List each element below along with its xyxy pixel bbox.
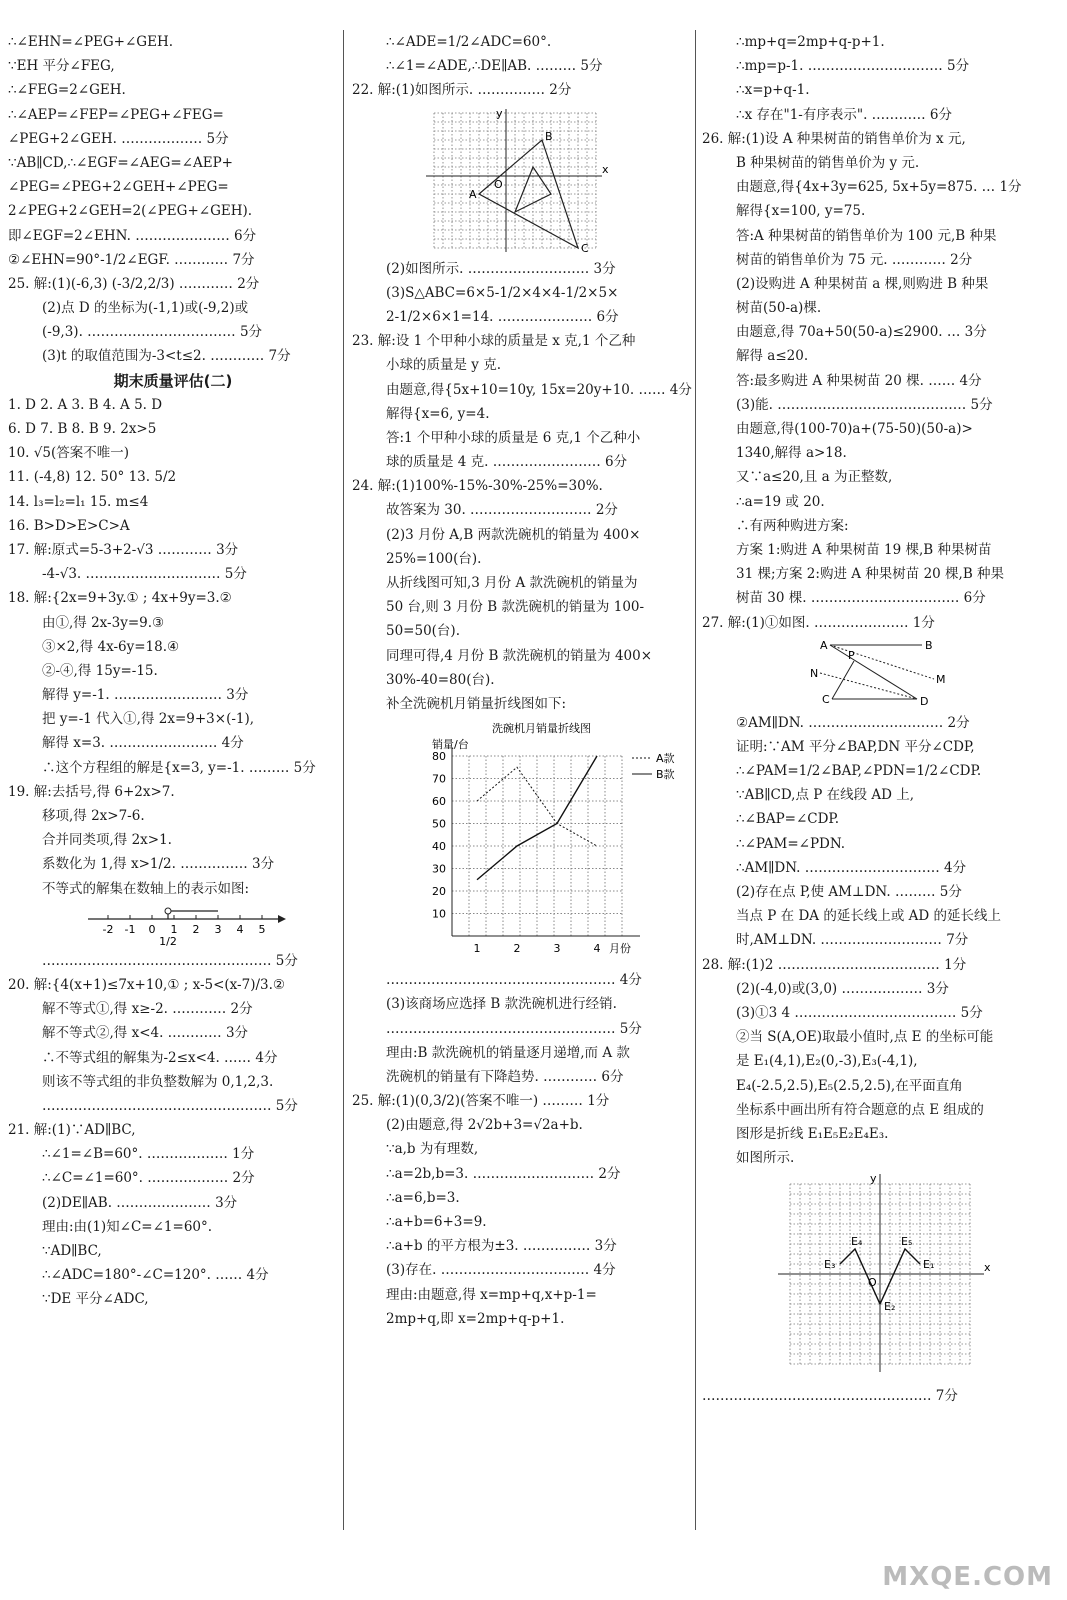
text-line: ∴mp+q=2mp+q-p+1. xyxy=(736,34,885,50)
chart-y-label: 销量/台 xyxy=(432,738,469,752)
origin-label: O xyxy=(494,177,503,191)
point-e5-label: E₅ xyxy=(901,1235,913,1249)
line-chart xyxy=(352,718,692,966)
text-line: ∵EH 平分∠FEG, xyxy=(8,58,115,75)
text-line: 20. 解:{4(x+1)≤7x+10,① ; x-5<(x-7)/3.② xyxy=(8,976,285,993)
point-p-label: P xyxy=(848,648,855,662)
column-divider xyxy=(695,30,696,1530)
text-line: 树苗 30 棵. …………………………… 6分 xyxy=(736,590,986,607)
text-line: ∵AD∥BC, xyxy=(42,1243,102,1259)
number-line-label: 0 xyxy=(148,922,156,936)
text-line: 由题意,得 70a+50(50-a)≤2900. … 3分 xyxy=(736,324,987,341)
text-line: …………………………………………… 5分 xyxy=(386,1020,642,1037)
polyline-grid-figure xyxy=(702,1172,1057,1382)
grid-figure-22 xyxy=(352,105,692,255)
text-line: (2)点 D 的坐标为(-1,1)或(-9,2)或 xyxy=(42,300,249,317)
chart-y-tick: 80 xyxy=(432,750,446,764)
text-line: 移项,得 2x>7-6. xyxy=(42,808,145,824)
text-line: 25%=100(台). xyxy=(386,550,482,567)
text-line: ∴a=2b,b=3. ……………………… 2分 xyxy=(386,1165,621,1182)
text-line: 如图所示. xyxy=(736,1150,795,1167)
point-e3-label: E₃ xyxy=(824,1258,836,1272)
text-line: ∴a+b 的平方根为±3. …………… 3分 xyxy=(386,1238,617,1255)
text-line: (3)能. …………………………………… 5分 xyxy=(736,396,993,413)
text-line: ∠PEG=∠PEG+2∠GEH+∠PEG= xyxy=(8,179,229,196)
parallel-lines-figure xyxy=(702,637,1057,709)
text-line: …………………………………………… 7分 xyxy=(702,1388,958,1405)
text-line: 当点 P 在 DA 的延长线上或 AD 的延长线上 xyxy=(736,908,1001,925)
text-line: 树苗(50-a)棵. xyxy=(736,300,822,317)
chart-y-tick: 40 xyxy=(432,840,446,854)
text-line: …………………………………………… 5分 xyxy=(42,952,298,969)
text-line: 2mp+q,即 x=2mp+q-p+1. xyxy=(386,1310,565,1327)
text-line: ∴∠1=∠ADE,∴DE∥AB. ……… 5分 xyxy=(386,58,603,75)
text-line: 由①,得 2x-3y=9.③ xyxy=(42,614,165,631)
text-line: 系数化为 1,得 x>1/2. …………… 3分 xyxy=(42,856,275,873)
text-line: ∴x=p+q-1. xyxy=(736,82,810,99)
chart-y-tick: 20 xyxy=(432,885,446,899)
text-line: ②AM∥DN. ………………………… 2分 xyxy=(736,714,970,731)
chart-y-tick: 70 xyxy=(432,772,446,786)
text-line: (2)DE∥AB. ………………… 3分 xyxy=(42,1194,238,1211)
text-line: ∴∠PAM=1/2∠BAP,∠PDN=1/2∠CDP. xyxy=(736,763,982,780)
text-line: 不等式的解集在数轴上的表示如图: xyxy=(42,880,250,897)
text-line: 31 棵;方案 2:购进 A 种果树苗 20 棵,B 种果 xyxy=(736,566,1005,583)
text-line: 由题意,得{4x+3y=625, 5x+5y=875. … 1分 xyxy=(736,179,1022,196)
answer-line: 1. D 2. A 3. B 4. A 5. D xyxy=(8,396,163,413)
text-line: 28. 解:(1)2 ……………………………… 1分 xyxy=(702,956,967,973)
number-line-label: 2 xyxy=(192,922,200,936)
answer-line: 6. D 7. B 8. B 9. 2x>5 xyxy=(8,421,157,437)
text-line: ∵AB∥CD,点 P 在线段 AD 上, xyxy=(736,787,915,804)
text-line: ∵AB∥CD,∴∠EGF=∠AEG=∠AEP+ xyxy=(8,154,233,171)
text-line: 18. 解:{2x=9+3y.① ; 4x+9y=3.② xyxy=(8,590,232,607)
number-line-label: 1 xyxy=(170,922,178,936)
text-line: (2)存在点 P,使 AM⊥DN. ……… 5分 xyxy=(736,884,962,900)
text-line: 时,AM⊥DN. ……………………… 7分 xyxy=(736,932,969,949)
point-m-label: M xyxy=(936,672,946,686)
text-line: …………………………………………… 5分 xyxy=(42,1097,298,1114)
column-1 xyxy=(8,30,338,1312)
origin-label: O xyxy=(868,1276,877,1290)
text-line: 解得{x=6, y=4. xyxy=(386,405,490,422)
point-n-label: N xyxy=(810,666,819,680)
text-line: 证明:∵AM 平分∠BAP,DN 平分∠CDP, xyxy=(736,738,975,755)
text-line: 17. 解:原式=5-3+2-√3 ………… 3分 xyxy=(8,541,239,558)
text-line: 50 台,则 3 月份 B 款洗碗机的销量为 100- xyxy=(386,599,645,616)
text-line: (2)(-4,0)或(3,0) ……………… 3分 xyxy=(736,980,949,997)
text-line: (3)t 的取值范围为-3<t≤2. ………… 7分 xyxy=(42,348,291,365)
text-line: 即∠EGF=2∠EHN. ………………… 6分 xyxy=(8,227,257,244)
text-line: 解得 x=3. …………………… 4分 xyxy=(42,735,244,752)
text-line: 25. 解:(1)(0,3/2)(答案不唯一) ……… 1分 xyxy=(352,1093,610,1110)
text-line: (3)①3 4 ……………………………… 5分 xyxy=(736,1004,983,1021)
text-line: ∴不等式组的解集为-2≤x<4. …… 4分 xyxy=(42,1049,278,1066)
point-d-label: D xyxy=(920,694,929,708)
chart-y-tick: 50 xyxy=(432,817,446,831)
parallel-lines-diagram xyxy=(702,637,1057,709)
number-line-figure xyxy=(8,903,338,947)
y-axis-label: y xyxy=(496,106,503,120)
text-line: 是 E₁(4,1),E₂(0,-3),E₃(-4,1), xyxy=(736,1053,918,1070)
point-e2-label: E₂ xyxy=(884,1300,896,1314)
text-line: 19. 解:去括号,得 6+2x>7. xyxy=(8,783,175,800)
text-line: 把 y=-1 代入①,得 2x=9+3×(-1), xyxy=(42,711,255,728)
polyline-grid xyxy=(702,1172,1057,1382)
number-line-label: 3 xyxy=(214,922,222,936)
text-line: 2-1/2×6×1=14. ………………… 6分 xyxy=(386,308,619,325)
text-line: 球的质量是 4 克. …………………… 6分 xyxy=(386,454,628,471)
text-line: (-9,3). …………………………… 5分 xyxy=(42,324,263,341)
text-line: (2)由题意,得 2√2b+3=√2a+b. xyxy=(386,1117,583,1134)
text-line: ∵DE 平分∠ADC, xyxy=(42,1291,149,1308)
point-a-label: A xyxy=(469,187,477,201)
text-line: 答:1 个甲种小球的质量是 6 克,1 个乙种小 xyxy=(386,429,641,446)
x-axis-label: x xyxy=(602,162,609,176)
text-line: ∠PEG+2∠GEH. ……………… 5分 xyxy=(8,130,229,147)
text-line: 解得 y=-1. …………………… 3分 xyxy=(42,687,249,704)
text-line: 27. 解:(1)①如图. ………………… 1分 xyxy=(702,614,935,631)
text-line: 合并同类项,得 2x>1. xyxy=(42,832,172,849)
text-line: ∴∠ADC=180°-∠C=120°. …… 4分 xyxy=(42,1267,269,1284)
column-2 xyxy=(352,30,692,1331)
legend-label: A款 xyxy=(656,752,675,766)
number-line-label: 4 xyxy=(236,922,244,936)
text-line: ∴∠BAP=∠CDP. xyxy=(736,811,840,828)
text-line: 理由:由(1)知∠C=∠1=60°. xyxy=(42,1218,213,1235)
point-c-label: C xyxy=(581,241,589,255)
answer-line: 11. (-4,8) 12. 50° 13. 5/2 xyxy=(8,469,177,486)
chart-x-tick: 3 xyxy=(553,942,561,956)
chart-x-label: 月份 xyxy=(609,942,631,956)
chart-title: 洗碗机月销量折线图 xyxy=(492,722,591,736)
text-line: 30%-40=80(台). xyxy=(386,671,495,688)
text-line: 50=50(台). xyxy=(386,623,460,640)
answer-line: 10. √5(答案不唯一) xyxy=(8,445,129,462)
text-line: 同理可得,4 月份 B 款洗碗机的销量为 400× xyxy=(386,647,653,664)
text-line: ∴a=6,b=3. xyxy=(386,1189,460,1206)
text-line: 理由:由题意,得 x=mp+q,x+p-1= xyxy=(386,1286,597,1303)
text-line: (2)如图所示. ……………………… 3分 xyxy=(386,260,616,277)
text-line: 图形是折线 E₁E₅E₂E₄E₃. xyxy=(736,1125,889,1142)
text-line: ∴∠EHN=∠PEG+∠GEH. xyxy=(8,34,174,50)
text-line: …………………………………………… 4分 xyxy=(386,972,642,989)
chart-y-tick: 60 xyxy=(432,795,446,809)
answer-line: 16. B>D>E>C>A xyxy=(8,517,130,534)
text-line: ∴这个方程组的解是{x=3, y=-1. ……… 5分 xyxy=(42,759,316,776)
section-title: 期末质量评估(二) xyxy=(113,371,233,390)
line-pc xyxy=(832,661,854,699)
text-line: E₄(-2.5,2.5),E₅(2.5,2.5),在平面直角 xyxy=(736,1077,963,1094)
number-line-label: 5 xyxy=(258,922,266,936)
text-line: ∴∠FEG=2∠GEH. xyxy=(8,82,126,99)
chart-y-tick: 30 xyxy=(432,862,446,876)
text-line: -4-√3. ………………………… 5分 xyxy=(42,566,247,583)
chart-x-tick: 1 xyxy=(473,942,481,956)
text-line: ∴∠1=∠B=60°. ……………… 1分 xyxy=(42,1146,255,1163)
line-chart-figure xyxy=(352,718,692,966)
y-axis-label: y xyxy=(870,1172,877,1186)
text-line: ∴有两种购进方案: xyxy=(736,517,849,534)
triangle-grid xyxy=(352,105,692,255)
point-e1-label: E₁ xyxy=(923,1258,935,1272)
text-line: 1340,解得 a>18. xyxy=(736,445,847,462)
point-b-label: B xyxy=(925,638,933,652)
text-line: ②当 S(A,OE)取最小值时,点 E 的坐标可能 xyxy=(736,1029,994,1046)
column-3 xyxy=(702,30,1057,1408)
answer-line: 14. l₃=l₂=l₁ 15. m≤4 xyxy=(8,493,149,510)
text-line: 补全洗碗机月销量折线图如下: xyxy=(386,695,567,712)
text-line: 理由:B 款洗碗机的销量逐月递增,而 A 款 xyxy=(386,1044,630,1061)
text-line: 23. 解:设 1 个甲种小球的质量是 x 克,1 个乙种 xyxy=(352,333,636,350)
point-b-label: B xyxy=(545,129,553,143)
text-line: 21. 解:(1)∵AD∥BC, xyxy=(8,1122,136,1139)
text-line: (2)设购进 A 种果树苗 a 棵,则购进 B 种果 xyxy=(736,275,989,292)
column-divider xyxy=(343,30,344,1530)
point-e4-label: E₄ xyxy=(851,1235,863,1249)
text-line: ∴x 存在"1-有序表示". ………… 6分 xyxy=(736,106,953,123)
point-a-label: A xyxy=(820,638,828,652)
text-line: ∴mp=p-1. ………………………… 5分 xyxy=(736,58,970,75)
chart-x-tick: 2 xyxy=(513,942,521,956)
text-line: 则该不等式组的非负整数解为 0,1,2,3. xyxy=(42,1073,274,1090)
legend-label: B款 xyxy=(656,768,675,782)
text-line: 又∵a≤20,且 a 为正整数, xyxy=(736,469,893,486)
text-line: ∴a+b=6+3=9. xyxy=(386,1214,487,1230)
text-line: 方案 1:购进 A 种果树苗 19 棵,B 种果树苗 xyxy=(736,541,992,558)
text-line: ∵a,b 为有理数, xyxy=(386,1141,479,1158)
text-line: 从折线图可知,3 月份 A 款洗碗机的销量为 xyxy=(386,575,638,591)
text-line: ②∠EHN=90°-1/2∠EGF. ………… 7分 xyxy=(8,251,255,268)
text-line: 坐标系中画出所有符合题意的点 E 组成的 xyxy=(736,1101,984,1118)
number-line-point-label: 1/2 xyxy=(159,934,177,947)
x-axis-label: x xyxy=(984,1261,991,1275)
text-line: 答:最多购进 A 种果树苗 20 棵. …… 4分 xyxy=(736,372,982,389)
text-line: ②-④,得 15y=-15. xyxy=(42,662,158,679)
text-line: 树苗的销售单价为 75 元. ………… 2分 xyxy=(736,251,973,268)
text-line: (3)存在. …………………………… 4分 xyxy=(386,1262,616,1279)
text-line: 答:A 种果树苗的销售单价为 100 元,B 种果 xyxy=(736,227,997,244)
number-line-label: -2 xyxy=(102,922,114,936)
text-line: B 种果树苗的销售单价为 y 元. xyxy=(736,154,920,171)
text-line: ③×2,得 4x-6y=18.④ xyxy=(42,638,180,655)
text-line: 24. 解:(1)100%-15%-30%-25%=30%. xyxy=(352,478,603,495)
line-am xyxy=(830,645,934,679)
text-line: ∴a=19 或 20. xyxy=(736,493,825,510)
chart-x-tick: 4 xyxy=(593,942,601,956)
text-line: 解不等式①,得 x≥-2. ………… 2分 xyxy=(42,1001,253,1018)
text-line: 25. 解:(1)(-6,3) (-3/2,2/3) ………… 2分 xyxy=(8,275,260,292)
text-line: 由题意,得{5x+10=10y, 15x=20y+10. …… 4分 xyxy=(386,381,692,398)
text-line: 故答案为 30. ……………………… 2分 xyxy=(386,502,618,519)
text-line: ∴∠ADE=1/2∠ADC=60°. xyxy=(386,34,552,50)
text-line: (3)该商场应选择 B 款洗碗机进行经销. xyxy=(386,996,617,1013)
text-line: 22. 解:(1)如图所示. …………… 2分 xyxy=(352,82,572,99)
point-c-label: C xyxy=(822,692,830,706)
number-line-label: -1 xyxy=(124,922,136,936)
text-line: 洗碗机的销量有下降趋势. ………… 6分 xyxy=(386,1068,624,1085)
text-line: 解得{x=100, y=75. xyxy=(736,203,866,220)
text-line: 由题意,得(100-70)a+(75-50)(50-a)> xyxy=(736,421,973,437)
text-line: 2∠PEG+2∠GEH=2(∠PEG+∠GEH). xyxy=(8,203,253,220)
line-ad xyxy=(830,645,917,699)
text-line: ∴AM∥DN. ………………………… 4分 xyxy=(736,859,967,876)
text-line: ∴∠PAM=∠PDN. xyxy=(736,835,846,852)
watermark-logo: MXQE.COM xyxy=(882,1562,1053,1592)
text-line: 解得 a≤20. xyxy=(736,348,809,365)
text-line: 26. 解:(1)设 A 种果树苗的销售单价为 x 元, xyxy=(702,130,966,147)
text-line: (3)S△ABC=6×5-1/2×4×4-1/2×5× xyxy=(386,284,619,301)
text-line: (2)3 月份 A,B 两款洗碗机的销量为 400× xyxy=(386,526,641,543)
text-line: 小球的质量是 y 克. xyxy=(386,357,502,374)
text-line: 解不等式②,得 x<4. ………… 3分 xyxy=(42,1025,249,1042)
number-line xyxy=(8,903,338,947)
text-line: ∴∠AEP=∠FEP=∠PEG+∠FEG= xyxy=(8,106,224,123)
text-line: ∴∠C=∠1=60°. ……………… 2分 xyxy=(42,1170,255,1187)
chart-y-tick: 10 xyxy=(432,907,446,921)
